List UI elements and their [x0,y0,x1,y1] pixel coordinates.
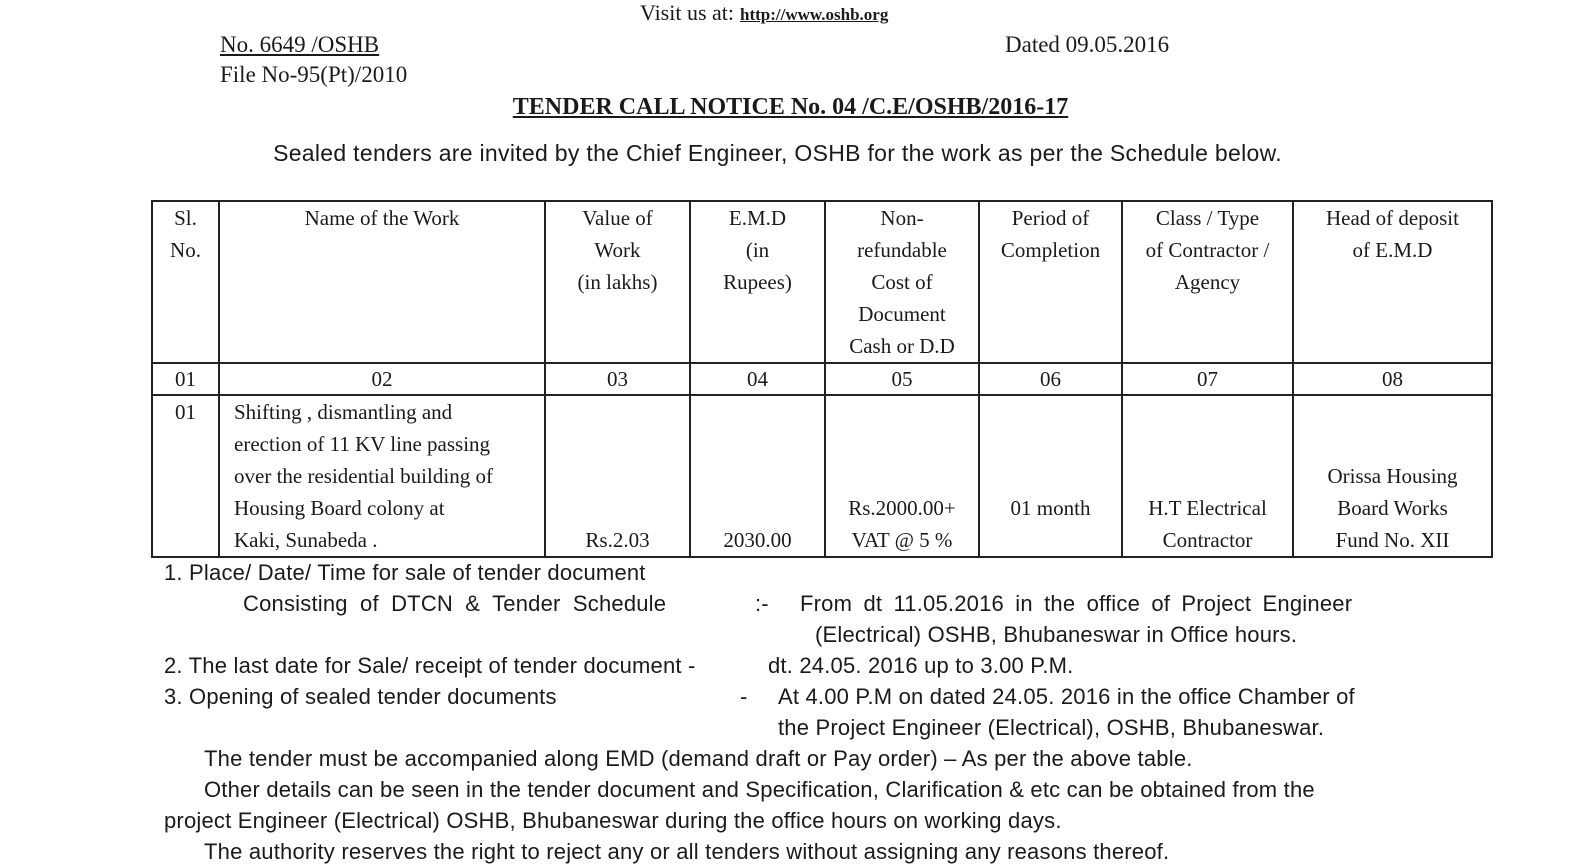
website-line [640,0,888,26]
row-value-of-work: Rs.2.03 [545,395,690,557]
notice-date: Dated 09.05.2016 [1005,32,1170,57]
rejection-clause-text: The authority reserves the right to reject any or all tenders without assigning any reasons thereof. [204,839,1170,864]
header-period-of-completion: Period of Completion [979,201,1122,363]
header-class-of-contractor: Class / Type of Contractor / Agency [1122,201,1293,363]
reference-number: No. 6649 /OSHB [220,32,380,57]
column-number: 08 [1293,363,1492,395]
column-number: 06 [979,363,1122,395]
column-number: 03 [545,363,690,395]
header-name-of-work: Name of the Work [219,201,545,363]
column-number: 05 [825,363,979,395]
header-document-cost: Non- refundable Cost of Document Cash or D.D [825,201,979,363]
header-value-of-work: Value of Work (in lakhs) [545,201,690,363]
emd-requirement-text: The tender must be accompanied along EMD (demand draft or Pay order) – As per the above table. [204,746,1193,771]
point-1-label: Consisting of DTCN & Tender Schedule [243,591,667,616]
point-1-detail-line-2: (Electrical) OSHB, Bhubaneswar in Office hours. [815,622,1298,647]
website-link[interactable]: http://www.oshb.org [740,5,889,24]
row-work-name: Shifting , dismantling and erection of 11 KV line passing over the residential building of Housing Board colony at Kaki, Sunabeda . [219,395,545,557]
row-head-of-deposit: Orissa Housing Board Works Fund No. XII [1293,395,1492,557]
point-1-title: 1. Place/ Date/ Time for sale of tender document [164,560,646,585]
row-document-cost: Rs.2000.00+ VAT @ 5 % [825,395,979,557]
column-number: 02 [219,363,545,395]
header-head-of-deposit: Head of deposit of E.M.D [1293,201,1492,363]
point-3-separator: - [740,684,748,709]
file-number: File No-95(Pt)/2010 [220,62,408,87]
header-emd: E.M.D (in Rupees) [690,201,825,363]
row-contractor-class: H.T Electrical Contractor [1122,395,1293,557]
intro-text: Sealed tenders are invited by the Chief Engineer, OSHB for the work as per the Schedule below. [273,140,1282,166]
point-1-detail-line-1: From dt 11.05.2016 in the office of Project Engineer [800,591,1353,616]
visit-label: Visit us at: [640,0,735,25]
table-row [152,395,1492,557]
row-emd: 2030.00 [690,395,825,557]
point-3-detail-line-1: At 4.00 P.M on dated 24.05. 2016 in the office Chamber of [778,684,1355,709]
table-column-number-row [152,363,1492,395]
point-3-label: 3. Opening of sealed tender documents [164,684,557,709]
column-number: 01 [152,363,219,395]
other-details-line-1: Other details can be seen in the tender document and Specification, Clarification & etc can be obtained from the [204,777,1315,802]
point-3-detail-line-2: the Project Engineer (Electrical), OSHB, Bhubaneswar. [778,715,1325,740]
point-2-label: 2. The last date for Sale/ receipt of tender document - [164,653,696,678]
point-1-separator: :- [755,591,769,616]
table-header-row [152,201,1492,363]
row-period: 01 month [979,395,1122,557]
point-2-detail: dt. 24.05. 2016 up to 3.00 P.M. [768,653,1074,678]
row-sl-no: 01 [152,395,219,557]
notice-title: TENDER CALL NOTICE No. 04 /C.E/OSHB/2016-17 [512,94,1069,120]
column-number: 04 [690,363,825,395]
other-details-line-2: project Engineer (Electrical) OSHB, Bhubaneswar during the office hours on working days. [164,808,1062,833]
column-number: 07 [1122,363,1293,395]
header-sl-no: Sl. No. [152,201,219,363]
tender-schedule-table [151,200,1493,558]
